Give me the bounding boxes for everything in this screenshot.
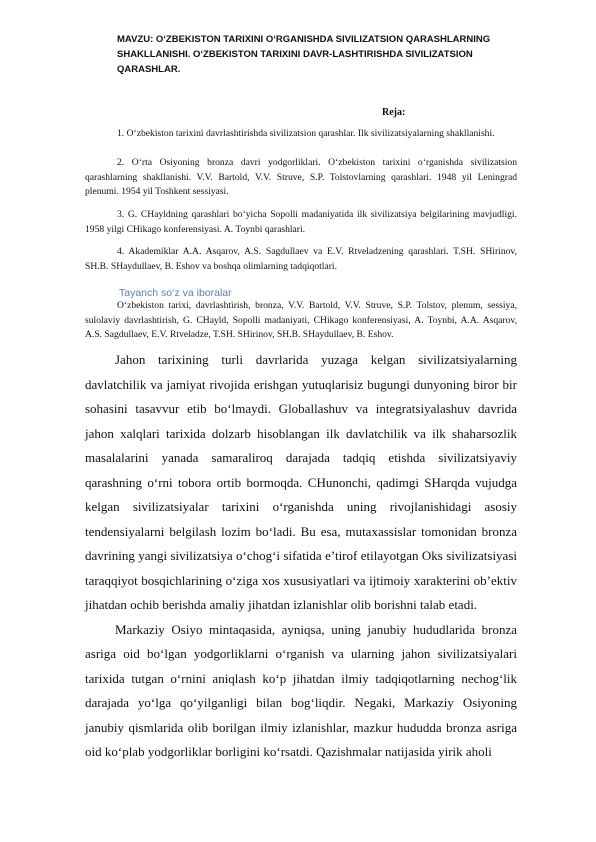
plan-item-1: 1. O‘zbekiston tarixini davrlashtirishda sivilizatsion qarashlar. Ilk sivilizatsiyalarning shakllanishi. bbox=[117, 128, 495, 139]
plan-item-2: 2. O‘rta Osiyoning bronza davri yodgorliklari. O‘zbekiston tarixini o‘rganishda sivilizatsion qarashlarning shakllanishi. V.V. Bartold, V.V. Struve, S.P. Tolstovlarning qarashlari. 1948 yil Leningrad plenumi. 1954 yil Toshkent sessiyasi. bbox=[85, 157, 517, 198]
plan-heading: Reja: bbox=[382, 107, 406, 118]
plan-item-4: 4. Akademiklar A.A. Asqarov, A.S. Sagdullaev va E.V. Rtveladzening qarashlari. T.SH. SHirinov, SH.B. SHaydullaev, B. Eshov va boshqa olimlarning tadqiqotlari. bbox=[85, 246, 517, 272]
paragraph: Jahon tarixining turli davrlarida yuzaga kelgan sivilizatsiyalarning davlatchilik va jamiyat rivojida erishgan yutuqlarisiz bugungi dunyoning biror bir sohasini tasavvur etib bo‘lmaydi. Globallashuv va integratsiyalashuv davrida jahon xalqlari tarixida dolzarb hisoblangan ilk davlatchilik va ilk shaharsozlik masalalarini yanada samaraliroq darajada tadqiq etishda sivilizatsiyaviy qarashning o‘rni tobora ortib bormoqda. CHunonchi, qadimgi SHarqda vujudga kelgan sivilizatsiyalar tarixini o‘rganishda uning rivojlanishidagi asosiy tendensiyalarni belgilash lozim bo‘ladi. Bu esa, mutaxassislar tomonidan bronza davrining yangi sivilizatsiya o‘chog‘i sifatida e’tirof etilayotgan Oks sivilizatsiyasi taraqqiyot bosqichlarining o‘ziga xos xususiyatlari va ijtimoiy xarakterini ob’ektiv jihatdan ochib berishda amaliy jihatdan izlanishlar olib borishni talab etadi. bbox=[85, 352, 517, 612]
document-title: MAVZU: O‘ZBEKISTON TARIXINI O‘RGANISHDA SIVILIZATSION QARASHLARNING SHAKLLANISHI. O‘ZBEKISTON TARIXINI DAVR-LASHTIRISHDA SIVILIZATSION QARASHLAR. bbox=[117, 34, 491, 75]
main-body bbox=[85, 348, 517, 765]
keywords-heading: Tayanch so‘z va iboralar bbox=[119, 287, 232, 299]
keywords-text: O‘zbekiston tarixi, davrlashtirish, bronza, V.V. Bartold, V.V. Struve, S.P. Tolstov, plenum, sessiya, sulolaviy davrlashtirish, G. CHayld, Sopolli madaniyati, CHikago konferensiyasi, A. Toynbi, A.A. Asqarov, A.S. Sagdullaev, E.V. Rtveladze, T.SH. SHirinov, SH.B. SHaydullaev, B. Eshov. bbox=[85, 300, 517, 341]
paragraph: Markaziy Osiyo mintaqasida, ayniqsa, uning janubiy hududlarida bronza asriga oid bo‘lgan yodgorliklarni o‘rganish va ularning jahon sivilizatsiyalari tarixida tutgan o‘rnini aniqlash ko‘p jihatdan ilmiy tadqiqotlarning nechog‘lik darajada yo‘lga qo‘yilganligi bilan bog‘liqdir. Negaki, Markaziy Osiyoning janubiy qismlarida olib borilgan ilmiy izlanishlar, mazkur hududda bronza asriga oid ko‘plab yodgorliklar borligini ko‘rsatdi. Qazishmalar natijasida yirik aholi bbox=[85, 621, 517, 759]
plan-item-3: 3. G. CHayldning qarashlari bo‘yicha Sopolli madaniyatida ilk sivilizatsiya belgilarining mavjudligi. 1958 yilgi CHikago konferensiyasi. A. Toynbi qarashlari. bbox=[85, 209, 517, 235]
